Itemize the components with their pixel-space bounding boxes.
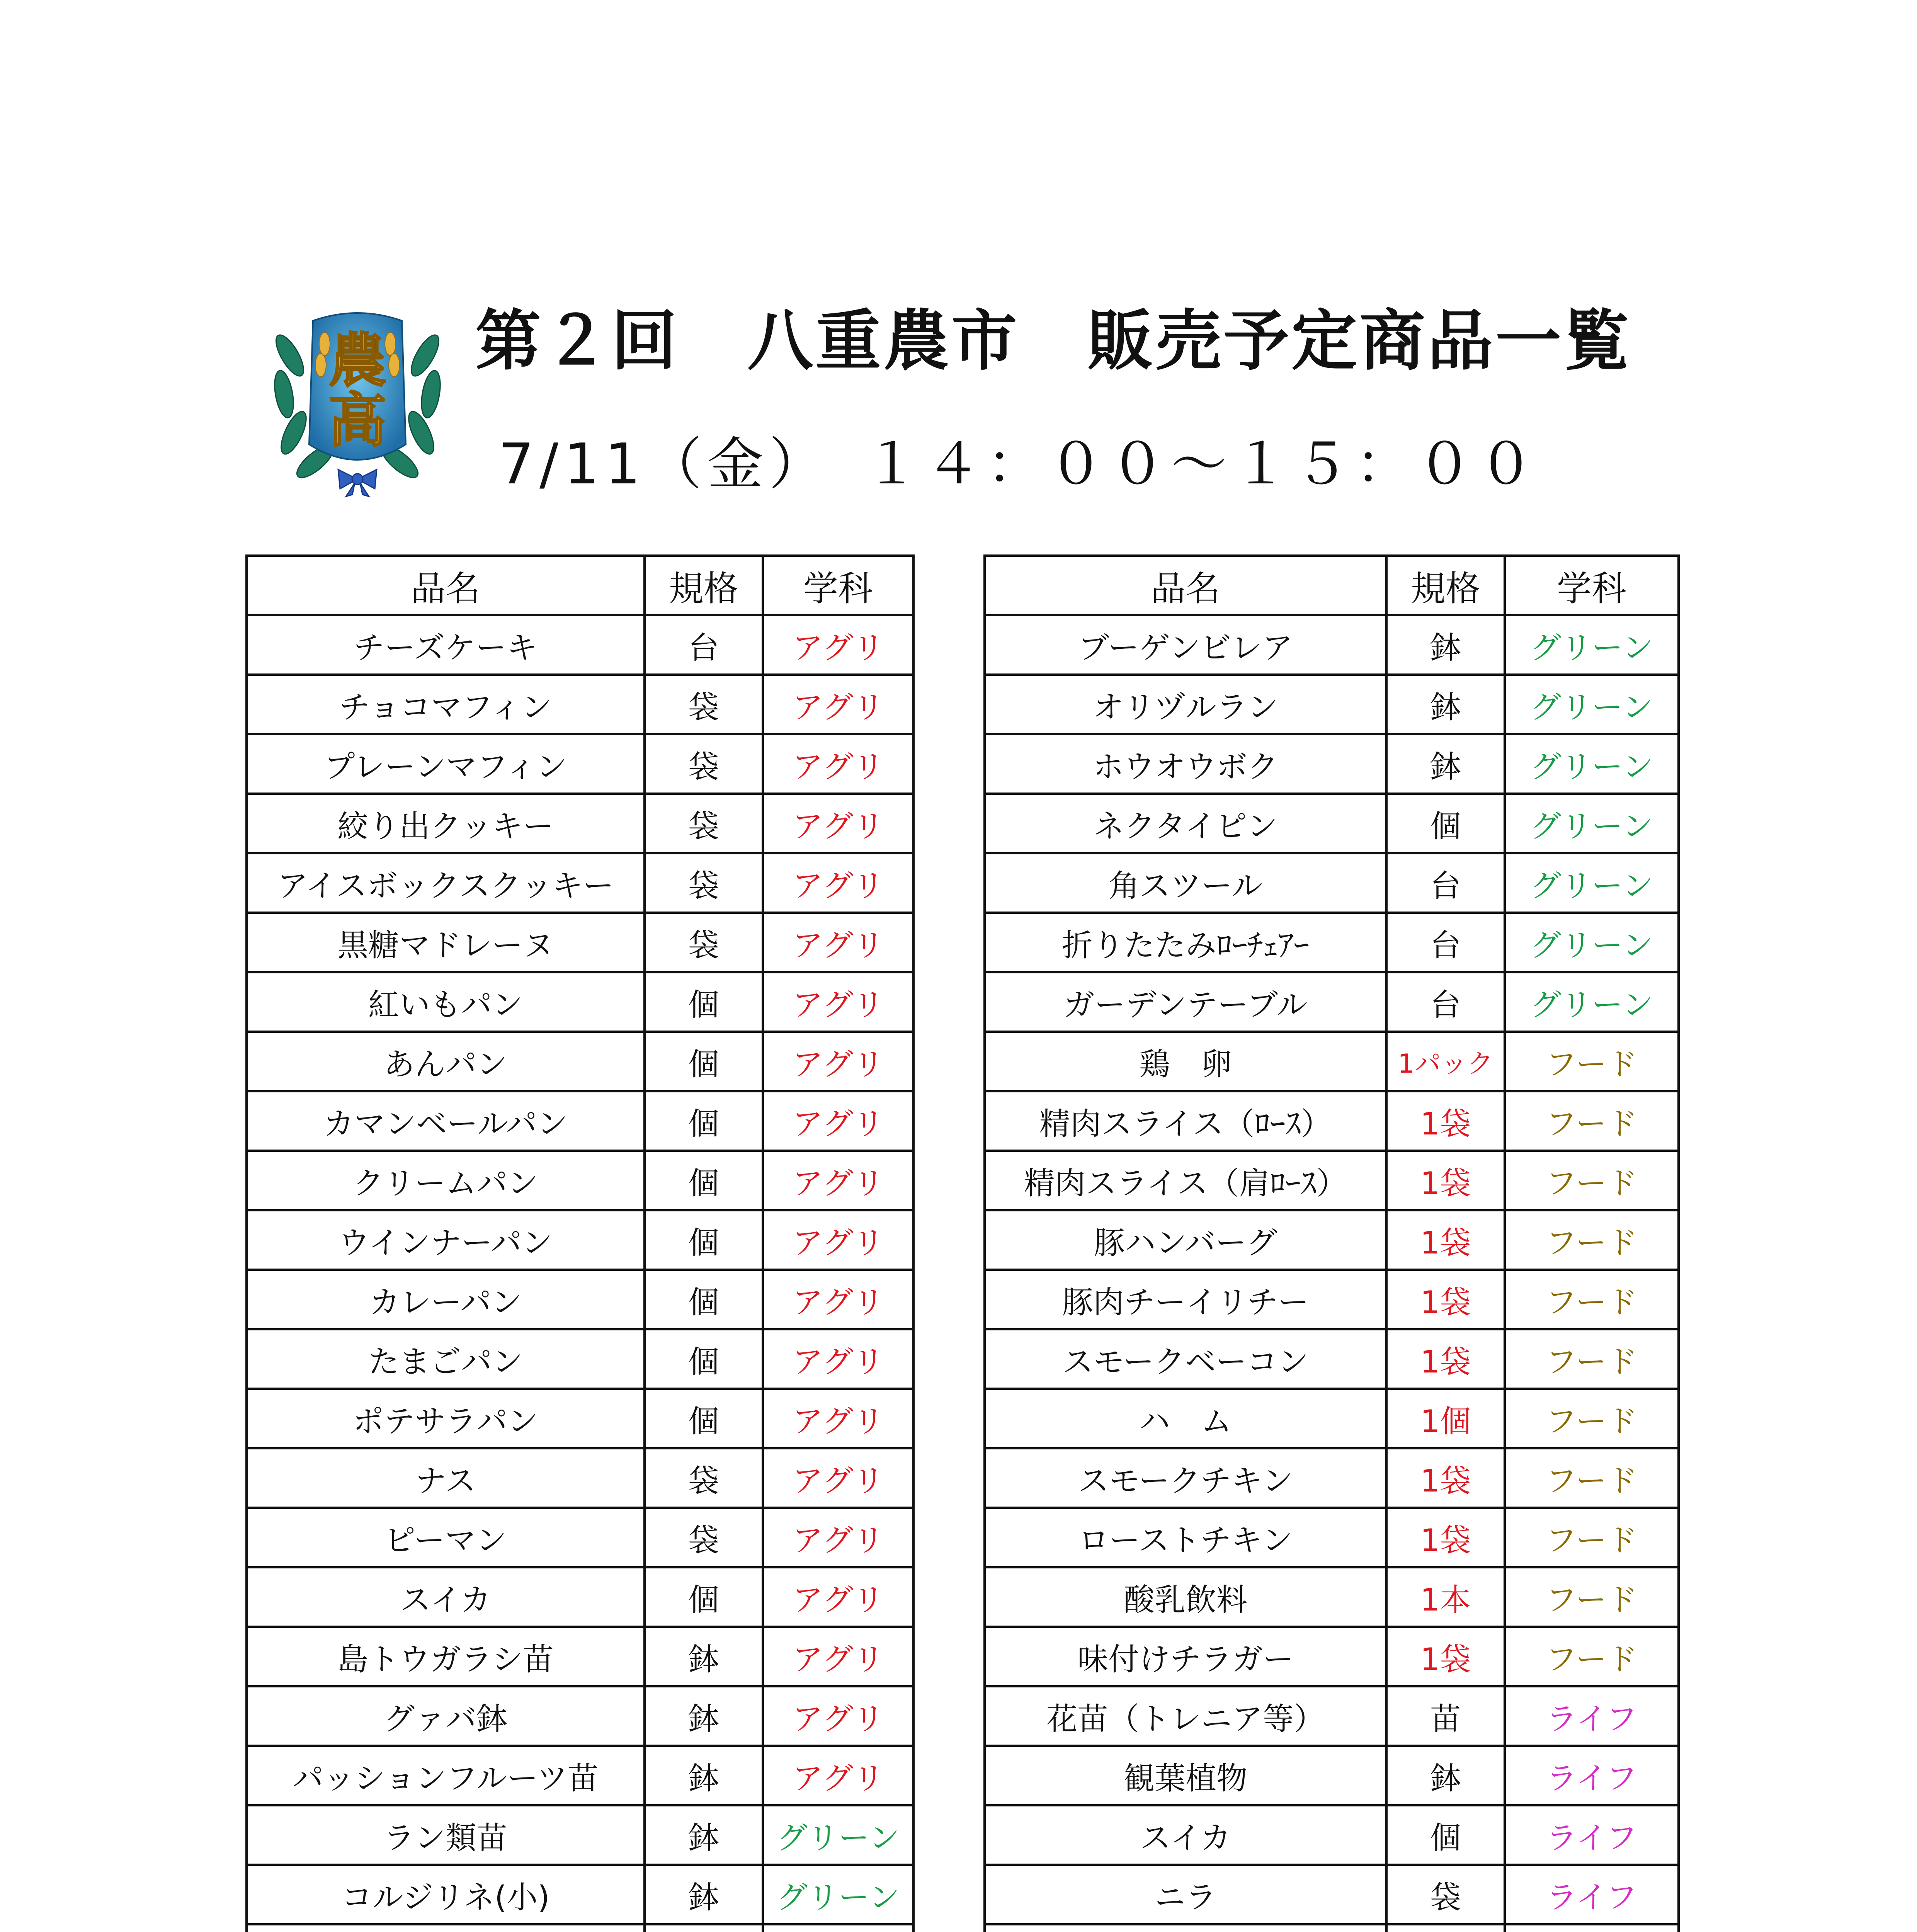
cell-unit: 鉢 [1386,734,1505,794]
cell-name: 観葉植物 [985,1746,1386,1805]
cell-name: 角スツール [985,853,1386,913]
cell-unit: 1本 [1386,1567,1505,1627]
cell-dept: グリーン [763,1805,913,1865]
table-row [985,1151,1679,1210]
table-row [985,913,1679,972]
right-table-body [985,615,1679,1932]
table-row [985,1270,1679,1329]
cell-name: ポテサラパン [247,1389,645,1448]
cell-unit: 袋 [645,853,763,913]
cell-dept: アグリ [763,1270,913,1329]
cell-name: コルジリネ(小) [247,1865,645,1924]
cell-unit: 1袋 [1386,1627,1505,1686]
table-row [985,1686,1679,1746]
cell-dept: フード [1505,1329,1679,1389]
table-row [985,675,1679,734]
table-row [247,675,913,734]
table-row [985,1567,1679,1627]
cell-dept: アグリ [763,913,913,972]
cell-dept: アグリ [763,972,913,1032]
cell-unit: 1袋 [1386,1151,1505,1210]
cell-name: 酸乳飲料 [985,1567,1386,1627]
left-product-table [245,554,915,1932]
cell-unit: 袋 [645,913,763,972]
table-row [247,1032,913,1091]
cell-unit: 袋 [645,794,763,853]
cell-name: 豚肉チーイリチー [985,1270,1386,1329]
cell-name: 味付けチラガー [985,1627,1386,1686]
cell-unit: 鉢 [645,1805,763,1865]
cell-name: ハ ム [985,1389,1386,1448]
cell-dept: フード [1505,1448,1679,1508]
cell-name: カレーパン [247,1270,645,1329]
cell-dept: アグリ [763,1686,913,1746]
cell-dept: グリーン [1505,794,1679,853]
page-title: 第２回 八重農市 販売予定商品一覧 [475,303,1632,379]
right-product-table [983,554,1680,1932]
cell-unit: 個 [645,1032,763,1091]
cell-name [247,1924,645,1932]
table-row [247,1091,913,1151]
cell-unit: 台 [1386,972,1505,1032]
event-datetime: 7/11（金） １４：００～１５：００ [498,432,1540,497]
cell-name: 花苗（トレニア等） [985,1686,1386,1746]
cell-name: スモークチキン [985,1448,1386,1508]
school-emblem-icon [267,298,448,498]
cell-dept: フード [1505,1210,1679,1270]
table-row [247,913,913,972]
cell-name: あんパン [247,1032,645,1091]
cell-name: ピーマン [247,1508,645,1567]
cell-name: 絞り出クッキー [247,794,645,853]
cell-dept: アグリ [763,1746,913,1805]
table-row [247,1389,913,1448]
cell-dept: アグリ [763,615,913,675]
cell-name: ナス [247,1448,645,1508]
table-row [247,734,913,794]
cell-name: 鶏 卵 [985,1032,1386,1091]
cell-unit: 鉢 [645,1686,763,1746]
cell-name: アイスボックスクッキー [247,853,645,913]
cell-unit: 1袋 [1386,1210,1505,1270]
cell-dept: グリーン [1505,913,1679,972]
table-row [985,853,1679,913]
cell-name: プレーンマフィン [247,734,645,794]
cell-name: たまごパン [247,1329,645,1389]
cell-dept: アグリ [763,734,913,794]
cell-name: 島トウガラシ苗 [247,1627,645,1686]
cell-dept: アグリ [763,1151,913,1210]
table-row [247,853,913,913]
table-row [247,1805,913,1865]
cell-dept: フード [1505,1508,1679,1567]
cell-dept: グリーン [1505,675,1679,734]
cell-name: スイカ [247,1567,645,1627]
cell-unit: 台 [1386,853,1505,913]
cell-unit: 1パック [1386,1032,1505,1091]
table-row [247,1448,913,1508]
cell-unit: 袋 [645,1508,763,1567]
cell-dept: アグリ [763,1508,913,1567]
table-row [985,615,1679,675]
cell-name: ローストチキン [985,1508,1386,1567]
table-row [985,1389,1679,1448]
cell-unit: 個 [645,1210,763,1270]
cell-dept: フード [1505,1389,1679,1448]
cell-name: パッションフルーツ苗 [247,1746,645,1805]
cell-name: ラン類苗 [247,1805,645,1865]
cell-name: 紅いもパン [247,972,645,1032]
cell-unit: 個 [645,1151,763,1210]
cell-unit: 個 [1386,794,1505,853]
table-row [247,1686,913,1746]
table-row [985,1865,1679,1924]
cell-dept: フード [1505,1151,1679,1210]
table-row [985,1329,1679,1389]
cell-dept: フード [1505,1627,1679,1686]
table-row [985,972,1679,1032]
table-row [985,1627,1679,1686]
header-dept: 学科 [1505,556,1679,615]
cell-name: スイカ [985,1805,1386,1865]
cell-unit: 鉢 [1386,1746,1505,1805]
cell-unit: 個 [645,972,763,1032]
cell-unit: 個 [645,1389,763,1448]
cell-dept: ライフ [1505,1686,1679,1746]
table-row [985,1448,1679,1508]
table-row [985,1032,1679,1091]
cell-unit: 鉢 [645,1865,763,1924]
table-row [985,1746,1679,1805]
cell-dept: アグリ [763,675,913,734]
table-row [985,1091,1679,1151]
table-row [247,1508,913,1567]
cell-unit: 個 [1386,1805,1505,1865]
cell-dept: グリーン [1505,615,1679,675]
cell-name: ウインナーパン [247,1210,645,1270]
cell-name: ニラ [985,1865,1386,1924]
cell-unit: 鉢 [1386,675,1505,734]
cell-name: 黒糖マドレーヌ [247,913,645,972]
cell-dept: フード [1505,1032,1679,1091]
header-name: 品名 [247,556,645,615]
cell-unit: 台 [645,615,763,675]
left-table-body [247,615,913,1932]
cell-dept: アグリ [763,1389,913,1448]
cell-unit: 個 [645,1270,763,1329]
cell-unit: 1袋 [1386,1270,1505,1329]
cell-dept: フード [1505,1270,1679,1329]
table-row [247,1329,913,1389]
cell-name: ネクタイピン [985,794,1386,853]
svg-text:農: 農 [328,327,387,395]
cell-unit: 袋 [645,675,763,734]
cell-unit: 個 [645,1567,763,1627]
table-row [985,1924,1679,1932]
cell-dept: グリーン [763,1865,913,1924]
table-row [985,734,1679,794]
cell-unit: 1袋 [1386,1329,1505,1389]
table-row [247,1924,913,1932]
header-dept: 学科 [763,556,913,615]
cell-dept: アグリ [763,794,913,853]
table-row [247,1270,913,1329]
table-row [247,794,913,853]
cell-dept: ライフ [1505,1805,1679,1865]
cell-name: 折りたたみﾛｰﾁｪｱｰ [985,913,1386,972]
table-row [247,1567,913,1627]
cell-unit: 1袋 [1386,1508,1505,1567]
cell-unit: 袋 [1386,1865,1505,1924]
cell-name [985,1924,1386,1932]
cell-name: グァバ鉢 [247,1686,645,1746]
cell-unit: 1個 [1386,1389,1505,1448]
cell-unit: 苗 [1386,1686,1505,1746]
header-unit: 規格 [1386,556,1505,615]
cell-dept: ライフ [1505,1865,1679,1924]
cell-unit: 袋 [645,1448,763,1508]
table-row [985,794,1679,853]
table-row [247,1746,913,1805]
cell-dept: アグリ [763,1032,913,1091]
header-unit: 規格 [645,556,763,615]
cell-name: ブーゲンビレア [985,615,1386,675]
table-row [247,1865,913,1924]
cell-dept: アグリ [763,1448,913,1508]
cell-unit: 鉢 [645,1627,763,1686]
cell-dept: アグリ [763,1091,913,1151]
cell-dept: グリーン [1505,972,1679,1032]
cell-unit: 個 [645,1091,763,1151]
cell-name: オリヅルラン [985,675,1386,734]
cell-unit: 袋 [645,734,763,794]
cell-dept: アグリ [763,1567,913,1627]
cell-unit: 1袋 [1386,1448,1505,1508]
cell-dept: アグリ [763,1329,913,1389]
cell-name: カマンベールパン [247,1091,645,1151]
cell-unit: 個 [645,1329,763,1389]
table-row [247,1210,913,1270]
cell-unit: 鉢 [645,1746,763,1805]
cell-unit [645,1924,763,1932]
cell-dept: アグリ [763,1627,913,1686]
cell-unit: 鉢 [1386,615,1505,675]
table-row [247,615,913,675]
table-row [247,1151,913,1210]
svg-text:高: 高 [328,387,387,454]
header-name: 品名 [985,556,1386,615]
cell-dept: アグリ [763,1210,913,1270]
cell-name: 豚ハンバーグ [985,1210,1386,1270]
cell-dept: ライフ [1505,1746,1679,1805]
cell-dept: フード [1505,1567,1679,1627]
cell-name: 精肉スライス（ﾛｰｽ） [985,1091,1386,1151]
cell-name: スモークベーコン [985,1329,1386,1389]
cell-unit [1386,1924,1505,1932]
cell-dept: フード [1505,1091,1679,1151]
cell-unit: 台 [1386,913,1505,972]
cell-dept [763,1924,913,1932]
cell-name: 精肉スライス（肩ﾛｰｽ） [985,1151,1386,1210]
table-row [985,1210,1679,1270]
table-row [985,1508,1679,1567]
cell-unit: 1袋 [1386,1091,1505,1151]
cell-name: チョコマフィン [247,675,645,734]
table-row [985,1805,1679,1865]
cell-name: ガーデンテーブル [985,972,1386,1032]
cell-name: クリームパン [247,1151,645,1210]
cell-dept: グリーン [1505,853,1679,913]
table-row [247,972,913,1032]
cell-name: チーズケーキ [247,615,645,675]
cell-dept: グリーン [1505,734,1679,794]
table-header-row [985,556,1679,615]
table-header-row [247,556,913,615]
table-row [247,1627,913,1686]
cell-dept: アグリ [763,853,913,913]
cell-name: ホウオウボク [985,734,1386,794]
cell-dept [1505,1924,1679,1932]
